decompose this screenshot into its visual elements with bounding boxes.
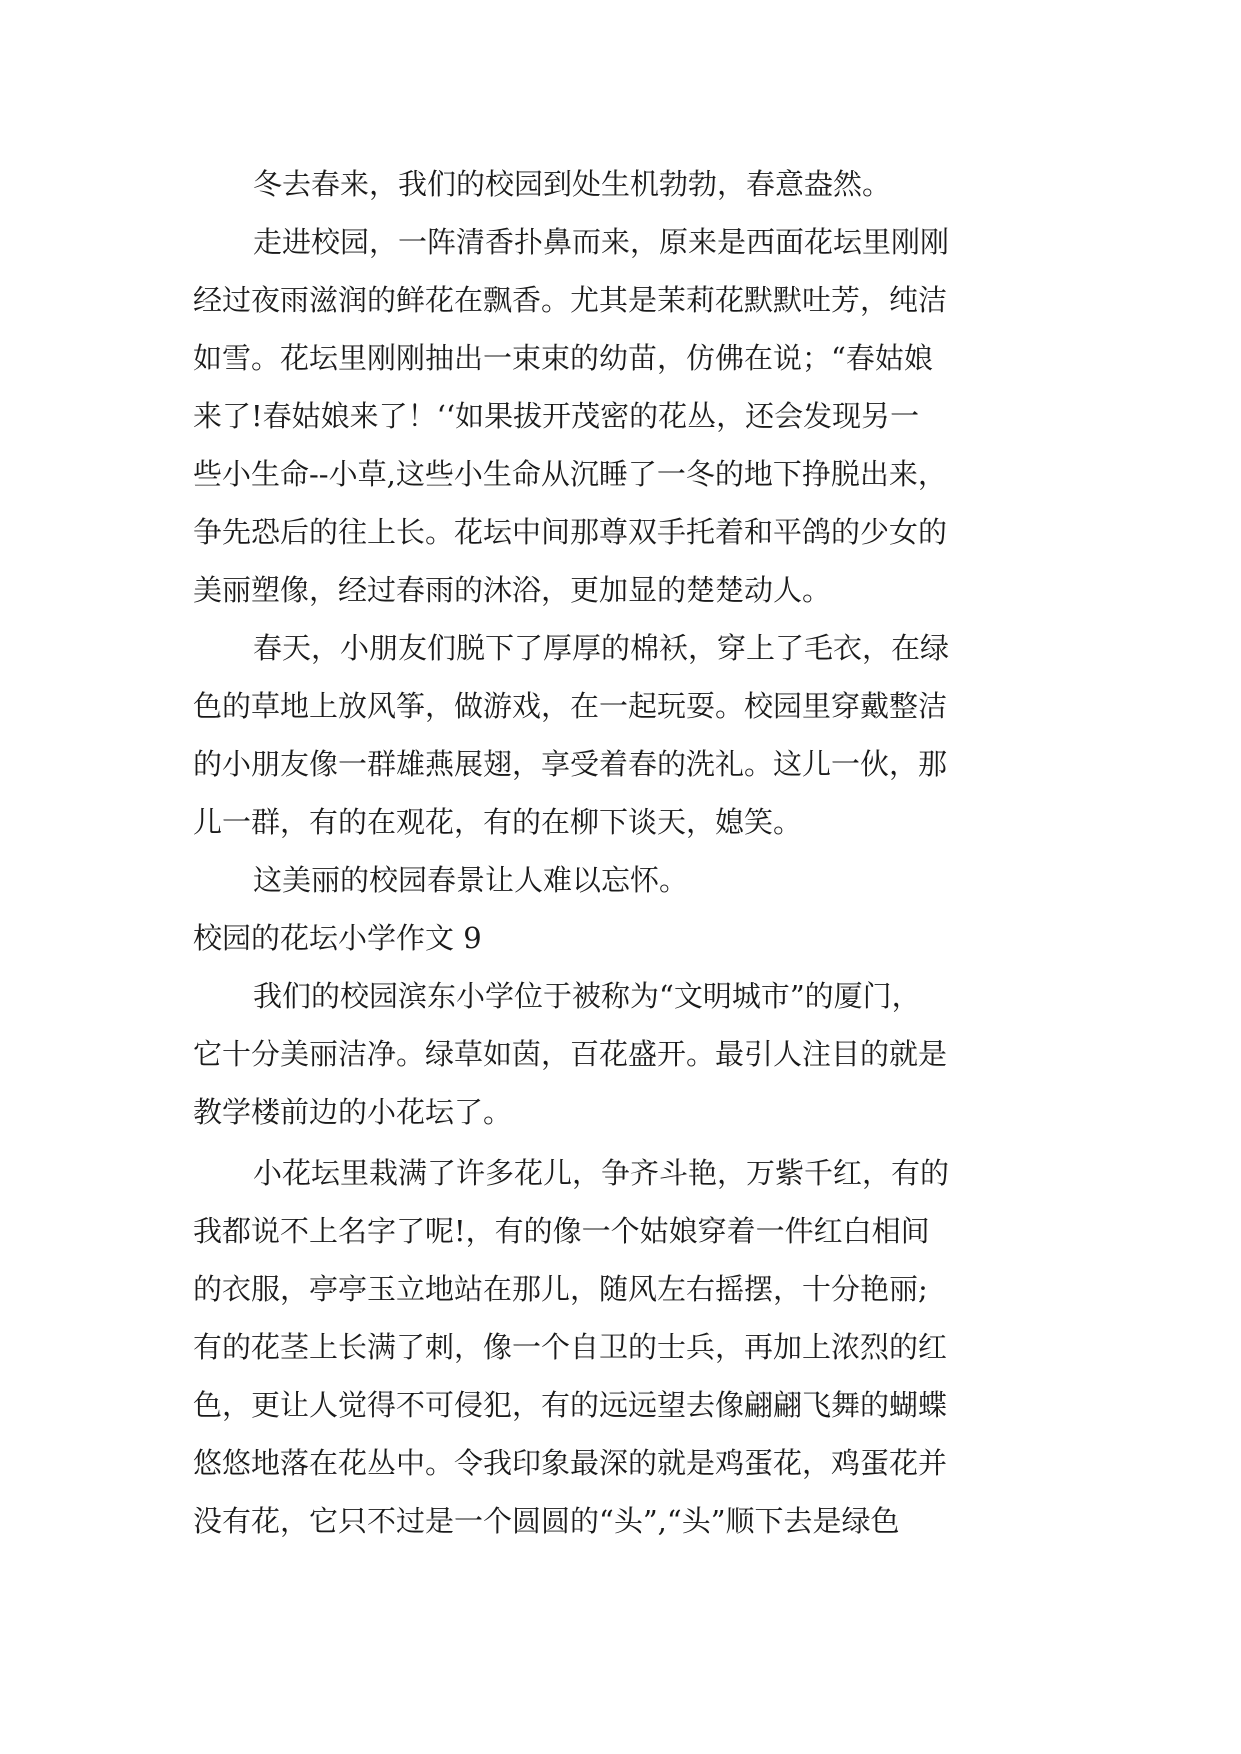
- text-line: 冬去春来，我们的校园到处生机勃勃，春意盎然。: [253, 167, 892, 201]
- text-line: 的衣服，亭亭玉立地站在那儿，随风左右摇摆，十分艳丽;: [193, 1272, 928, 1306]
- text-line: 如雪。花坛里刚刚抽出一束束的幼苗，仿佛在说；“春姑娘: [193, 341, 933, 375]
- text-line: 来了!春姑娘来了！‘‘如果拔开茂密的花丛，还会发现另一: [193, 399, 920, 433]
- text-line: 我都说不上名字了呢!，有的像一个姑娘穿着一件红白相间: [193, 1214, 930, 1248]
- text-line: 有的花茎上长满了刺，像一个自卫的士兵，再加上浓烈的红: [193, 1330, 948, 1364]
- section-heading: 校园的花坛小学作文 9: [193, 921, 482, 955]
- text-line: 色的草地上放风筝，做游戏，在一起玩耍。校园里穿戴整洁: [193, 689, 948, 723]
- text-line: 些小生命--小草,这些小生命从沉睡了一冬的地下挣脱出来，: [193, 457, 947, 491]
- text-line: 悠悠地落在花丛中。令我印象最深的就是鸡蛋花，鸡蛋花并: [193, 1446, 948, 1480]
- text-line: 经过夜雨滋润的鲜花在飘香。尤其是茉莉花默默吐芳，纯洁: [193, 283, 948, 317]
- text-line: 走进校园，一阵清香扑鼻而来，原来是西面花坛里刚刚: [253, 225, 950, 259]
- text-line: 没有花，它只不过是一个圆圆的“头”,“头”顺下去是绿色: [193, 1504, 900, 1538]
- text-line: 色，更让人觉得不可侵犯，有的远远望去像翩翩飞舞的蝴蝶: [193, 1388, 948, 1422]
- text-line: 美丽塑像，经过春雨的沐浴，更加显的楚楚动人。: [193, 573, 832, 607]
- text-line: 教学楼前边的小花坛了。: [193, 1095, 513, 1129]
- text-line: 的小朋友像一群雄燕展翅，享受着春的洗礼。这儿一伙，那: [193, 747, 948, 781]
- text-line: 儿一群，有的在观花，有的在柳下谈天，媳笑。: [193, 805, 803, 839]
- text-line: 争先恐后的往上长。花坛中间那尊双手托着和平鸽的少女的: [193, 515, 948, 549]
- text-line: 春天，小朋友们脱下了厚厚的棉袄，穿上了毛衣，在绿: [253, 631, 950, 665]
- text-line: 我们的校园滨东小学位于被称为“文明城市”的厦门，: [253, 979, 921, 1013]
- text-line: 小花坛里栽满了许多花儿，争齐斗艳，万紫千红，有的: [253, 1156, 950, 1190]
- text-line: 它十分美丽洁净。绿草如茵，百花盛开。最引人注目的就是: [193, 1037, 948, 1071]
- text-line: 这美丽的校园春景让人难以忘怀。: [253, 863, 689, 897]
